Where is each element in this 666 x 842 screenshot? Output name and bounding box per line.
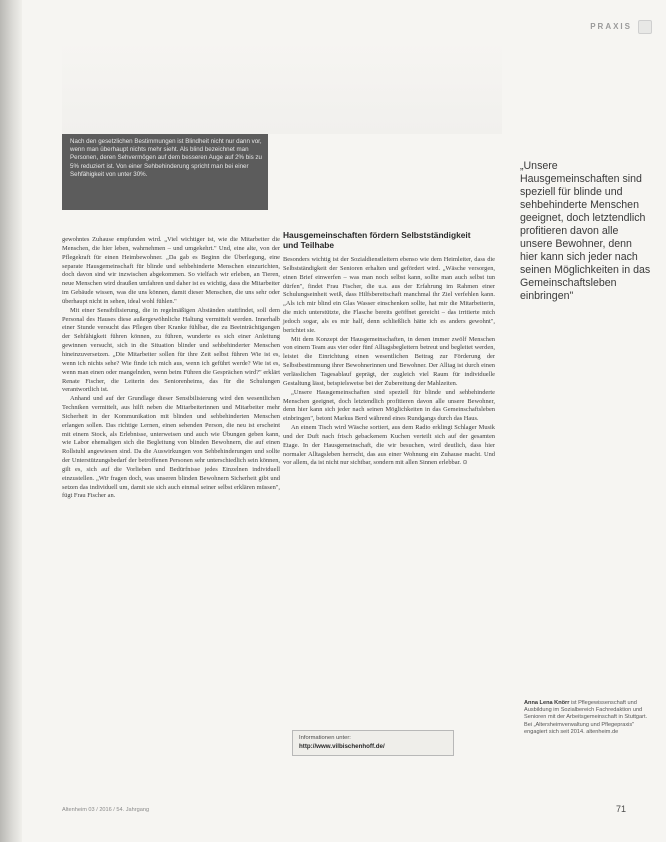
photo-caption-text: Nach den gesetzlichen Bestimmungen ist Blindheit nicht nur dann vor, wenn man überhaupt nichts mehr sieht. Als blind bezeichnet man Personen, deren Sehvermögen auf dem besseren Auge auf 2% bis zu 5% reduziert ist. Von einer Sehbehinderung spricht man bei einer Sehfähigkeit von unter 30%.	[70, 138, 262, 178]
paragraph: gewohntes Zuhause empfunden wird. „Viel wichtiger ist, wie die Mitarbeiter die Menschen, die hier leben, wahrnehmen – und umgekehrt." Und, eine alte, von der Pflegekraft für einen Heimbewohner. „Da gab es Beginn die Überlegung, eine separate Hausgemeinschaft für blinde und sehbehinderte Menschen einzurichten, doch davon sind wir inzwischen abgekommen. So vielfach wir erleben, an Tieren, neue Menschen wird draußen umfahren und daher ist es wichtig, dass die Mitarbeiter im Gebäude wissen, was die uns können, damit dieser Menschen, die uns sehr oder überhaupt nicht in sehen, ideal wohl fühlen."	[62, 236, 280, 305]
info-label: Informationen unter:	[299, 735, 351, 741]
author-bio-text: ist Pflegewissenschaft und Ausbildung im Sozialbereich Fachredaktion und Senioren mit der Arbeitsgemeinschaft in Stuttgart. Bei „Altersheimverwaltung und Pflegepraxis" engagiert sich seit 2014.	[524, 700, 648, 735]
info-link[interactable]: http://www.vilbischenhoff.de/	[299, 742, 385, 750]
author-bio	[524, 700, 652, 736]
article-column-middle	[283, 256, 495, 468]
page-spine-shadow	[0, 0, 22, 842]
article-subheading: Hausgemeinschaften fördern Selbstständigkeit und Teilhabe	[283, 230, 471, 251]
end-mark-icon: ⊙	[462, 459, 468, 467]
paragraph-text: An einem Tisch wird Wäsche sortiert, aus dem Radio erklingt Schlager Musik und der Duft nach frisch gebackenem Kuchen verteilt sich auf der gesamten Etage. In der Hausgemeinschaft, die wir besuchen, wird deutlich, dass hier normaler Alltagsleben herrscht, das aus einer Wohnung ein Zuhause macht. Und vor allem, da ist nicht nur sichtbar, sondern mit allen Sinnen erlebbar.	[283, 424, 495, 467]
photo-area	[62, 40, 502, 134]
author-email[interactable]: altenheim.de	[586, 728, 619, 735]
photo-caption-box	[62, 134, 268, 210]
author-name: Anna Lena Knörr	[524, 700, 570, 706]
paragraph: Besonders wichtig ist der Sozialdienstleitern ebenso wie dem Heimleiter, dass die Selbstständigkeit der Senioren erhalten und gefördert wird. „Wäsche versorgen, einen Brief einwerfen – was man noch selbst kann, sollte man auch selbst tun dürfen", findet Frau Fischer, die u.a. aus der Erfahrung im Rahmen einer Schulungseinheit weiß, dass Hilfsbereitschaft manchmal ihr Ziel verfehlen kann. „Als ich mir blind ein Glas Wasser einschenken sollte, hat mir die Mitarbeiterin, die mich unterstützte, die Flasche bereits geöffnet gereicht – das irritierte mich jedoch sogar, als es mir half, denn schließlich hätte ich es anders gewohnt", berichtet sie.	[283, 256, 495, 334]
pull-quote: „Unsere Hausgemeinschaften sind speziell für blinde und sehbehinderte Menschen geeignet, doch letztendlich profitieren davon alle unsere Bewohner, denn hier kann sich jeder nach seinen Möglichkeiten in das Gemeinschaftsleben einbringen"	[520, 160, 651, 302]
paragraph-last	[283, 424, 495, 468]
article-column-left	[62, 236, 280, 501]
section-label: PRAXIS	[590, 22, 632, 31]
journal-footer: Altenheim 03 / 2016 / 54. Jahrgang	[62, 807, 150, 813]
page-number: 71	[615, 804, 626, 814]
info-box	[292, 730, 454, 756]
paragraph: „Unsere Hausgemeinschaften sind speziell für blinde und sehbehinderte Menschen geeignet, doch letztendlich profitieren davon alle unsere Bewohner, denn hier kann sich jeder nach seinen Möglichkeiten in das Gemeinschaftsleben einbringen", betont Markus Berd während eines Rundgangs durch das Haus.	[283, 388, 495, 423]
corner-tab-icon	[638, 20, 652, 34]
paragraph: Anhand und auf der Grundlage dieser Sensibilisierung wird den wesentlichen Techniken vermittelt, aus hilft neben die Mitarbeiterinnen und Mitarbeiter mehr Sicherheit in der Kommunikation mit blinden und sehbehinderten Menschen erlangen sollen. Das richtige Lernen, einen sehenden Person, die neu ist erscheint mit einem Stock, als Erlebnisse, unterweisen und auch wie Übungen geben kann, wie Labor ehemaligen sich die Begleitung von blinden Bewohnern, die auf einen Rollstuhl angewiesen sind. Da die Auswirkungen von Sehbehinderungen und sollte der Unterstützungsbedarf der betroffenen Personen sehr unterschiedlich sein können, gilt es, sich auf die Vorlieben und Bedürfnisse jedes Einzelnen individuell einzustellen. „Wir fragen doch, was unseren blinden Bewohnern Sicherheit gibt und setzen das individuell um, damit sie sich auch einmal seiner selbst erklären müssen", fügt Frau Fischer an.	[62, 395, 280, 500]
paragraph: Mit einer Sensibilisierung, die in regelmäßigen Abständen stattfindet, soll dem Personal des Hauses diese außergewöhnliche Haltung vermittelt werden. Innerhalb einer Stunde versucht das Pflegen über Kranke fühlbar, die zu Beeinträchtigungen der Sehfähigkeit führen können, zu führen, wunderte es sich einer Anleitung gewinnen versucht, sich in die Situation blinder und sehbehinderter Menschen hineinzuversetzen. „Die Mitarbeiter sollen für ihre Zeit selbst führen Wie ist es, wenn ich nichts sehe? Wie finde ich mich aus, wenn ich geführt werde? Wie ist es, wenn man einen oder mangelnden, wenn beim Führen die Gesprächen wird?" erklärt Renate Fischer, die Leiterin des Seniorenheims, das für die Schulungen verantwortlich ist.	[62, 306, 280, 394]
paragraph: Mit dem Konzept der Hausgemeinschaften, in denen immer zwölf Menschen von einem Team aus vier oder fünf Alltagsbegleitern betreut und begleitet werden, leistet die Einrichtung einen wesentlichen Beitrag zur Förderung der Selbstbestimmung ihrer Bewohnerinnen und Bewohner. Der Alltag ist durch einen verlässlichen Tagesablauf geprägt, der zugleich viel Raum für individuelle Gestaltung lässt, beispielsweise bei der Zubereitung der Mahlzeiten.	[283, 335, 495, 387]
